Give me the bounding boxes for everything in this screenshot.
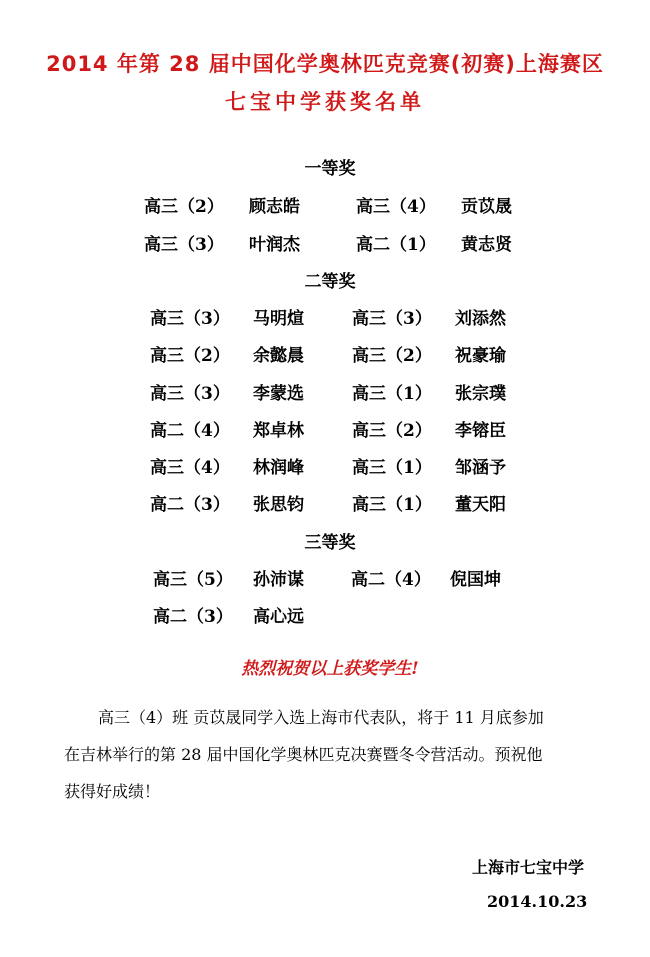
first-prize-heading: 一等奖 bbox=[304, 159, 356, 179]
award-class: 高三（3） bbox=[150, 384, 230, 404]
award-class: 高三（5） bbox=[153, 570, 233, 590]
award-class: 高三（4） bbox=[356, 197, 436, 217]
award-student-name: 倪国坤 bbox=[450, 570, 501, 590]
signature-date: 2014.10.23 bbox=[487, 892, 588, 911]
award-class: 高三（3） bbox=[352, 309, 432, 329]
award-student-name: 郑卓林 bbox=[253, 421, 304, 441]
award-class: 高三（1） bbox=[352, 495, 432, 515]
school-signature: 上海市七宝中学 bbox=[472, 858, 585, 877]
document-title: 2014 年第 28 届中国化学奥林匹克竞赛(初赛)上海赛区 bbox=[46, 52, 604, 76]
award-class: 高三（2） bbox=[144, 197, 224, 217]
award-class: 高三（2） bbox=[150, 346, 230, 366]
paragraph-line: 获得好成绩！ bbox=[64, 782, 161, 801]
award-student-name: 张思钧 bbox=[253, 495, 304, 515]
award-student-name: 孙沛谋 bbox=[253, 570, 304, 590]
third-prize-heading: 三等奖 bbox=[304, 533, 356, 553]
award-class: 高三（1） bbox=[352, 458, 432, 478]
congratulations-banner: 热烈祝贺以上获奖学生! bbox=[241, 659, 419, 679]
award-student-name: 林润峰 bbox=[253, 458, 304, 478]
document-subtitle: 七宝中学获奖名单 bbox=[225, 90, 425, 114]
award-class: 高二（1） bbox=[356, 235, 436, 255]
announcement-paragraph bbox=[64, 699, 604, 810]
award-student-name: 董天阳 bbox=[455, 495, 506, 515]
award-class: 高二（4） bbox=[150, 421, 230, 441]
award-student-name: 邹涵予 bbox=[455, 458, 506, 478]
award-student-name: 叶润杰 bbox=[249, 235, 300, 255]
award-student-name: 余懿晨 bbox=[253, 346, 304, 366]
award-class: 高二（3） bbox=[153, 607, 233, 627]
award-student-name: 张宗璞 bbox=[455, 384, 506, 404]
paragraph-line: 高三（4）班 贡苡晟同学入选上海市代表队，将于 11 月底参加 bbox=[98, 708, 544, 727]
award-student-name: 顾志皓 bbox=[249, 197, 300, 217]
award-class: 高三（3） bbox=[150, 309, 230, 329]
award-student-name: 李蒙选 bbox=[253, 384, 304, 404]
award-student-name: 李镕臣 bbox=[455, 421, 506, 441]
award-class: 高三（3） bbox=[144, 235, 224, 255]
award-student-name: 刘添然 bbox=[455, 309, 506, 329]
second-prize-heading: 二等奖 bbox=[304, 272, 356, 292]
award-class: 高三（1） bbox=[352, 384, 432, 404]
award-class: 高二（3） bbox=[150, 495, 230, 515]
award-class: 高三（2） bbox=[352, 346, 432, 366]
award-student-name: 黄志贤 bbox=[461, 235, 512, 255]
paragraph-line: 在吉林举行的第 28 届中国化学奥林匹克决赛暨冬令营活动。预祝他 bbox=[64, 745, 543, 764]
award-student-name: 高心远 bbox=[253, 607, 304, 627]
award-student-name: 马明煊 bbox=[253, 309, 304, 329]
award-class: 高三（2） bbox=[352, 421, 432, 441]
award-student-name: 贡苡晟 bbox=[461, 197, 512, 217]
award-student-name: 祝豪瑜 bbox=[455, 346, 506, 366]
award-class: 高三（4） bbox=[150, 458, 230, 478]
award-class: 高二（4） bbox=[351, 570, 431, 590]
